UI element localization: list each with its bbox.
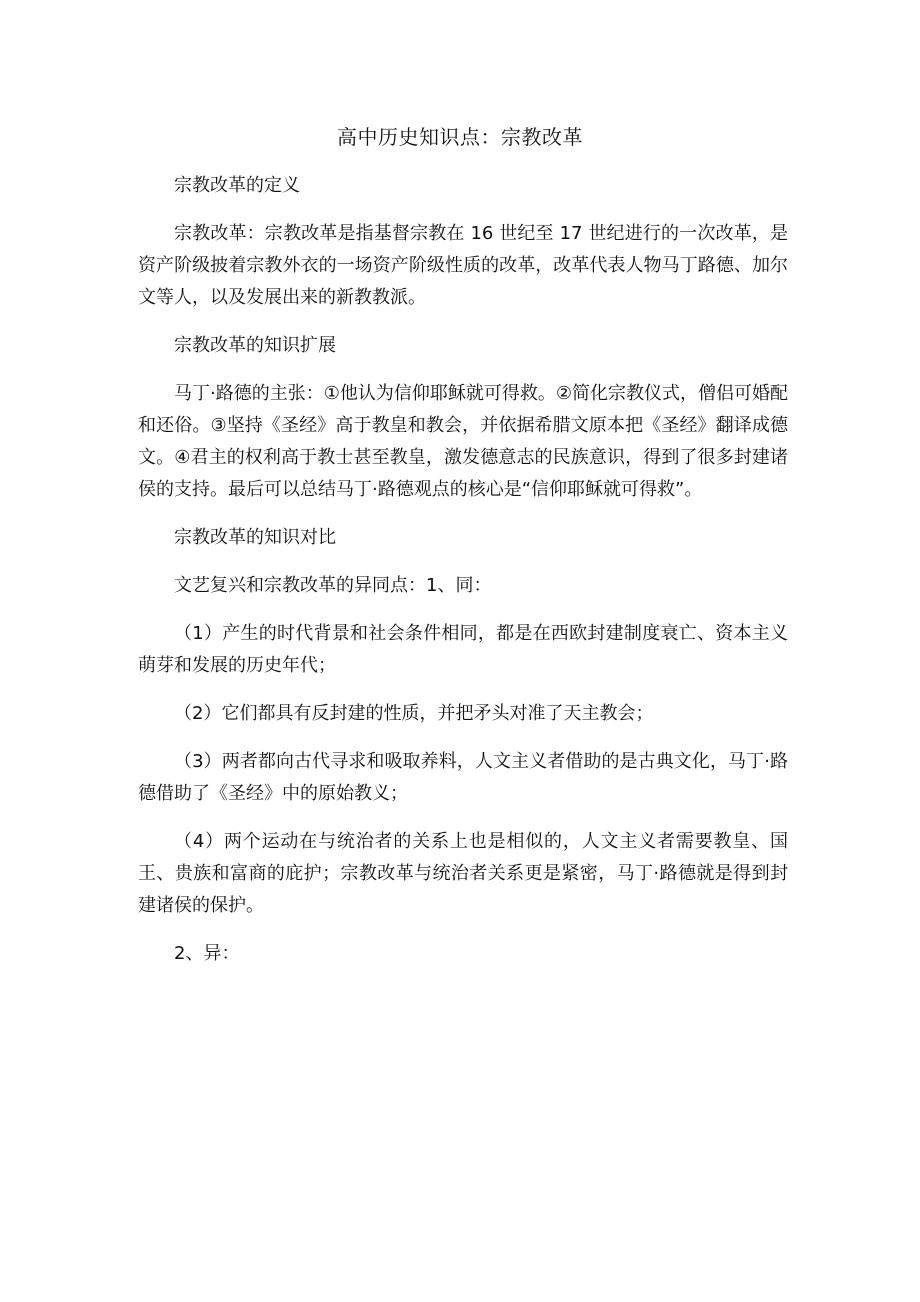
paragraph-comparison-intro: 文艺复兴和宗教改革的异同点：1、同： [174, 575, 492, 596]
section-heading-extension: 宗教改革的知识扩展 [174, 335, 336, 356]
section-heading-definition: 宗教改革的定义 [174, 175, 300, 196]
paragraph-definition: 宗教改革：宗教改革是指基督宗教在 16 世纪至 17 世纪进行的一次改革，是资产阶级披着宗教外衣的一场资产阶级性质的改革，改革代表人物马丁路德、加尔文等人，以及发展出来的新教教派。 [138, 223, 788, 308]
paragraph-difference-heading: 2、异： [174, 943, 240, 964]
document-body [138, 170, 788, 986]
paragraph-luther-views: 马丁·路德的主张：①他认为信仰耶稣就可得救。②简化宗教仪式，僧侣可婚配和还俗。③坚持《圣经》高于教皇和教会，并依据希腊文原本把《圣经》翻译成德文。④君主的权利高于教士甚至教皇，激发德意志的民族意识，得到了很多封建诸侯的支持。最后可以总结马丁·路德观点的核心是“信仰耶稣就可得救”。 [138, 383, 788, 500]
paragraph-similarity-2: （2）它们都具有反封建的性质，并把矛头对准了天主教会； [174, 703, 654, 724]
paragraph-similarity-4: （4）两个运动在与统治者的关系上也是相似的，人文主义者需要教皇、国王、贵族和富商的庇护；宗教改革与统治者关系更是紧密，马丁·路德就是得到封建诸侯的保护。 [138, 831, 788, 916]
paragraph-similarity-1: （1）产生的时代背景和社会条件相同，都是在西欧封建制度衰亡、资本主义萌芽和发展的历史年代； [138, 623, 788, 676]
paragraph-similarity-3: （3）两者都向古代寻求和吸取养料，人文主义者借助的是古典文化，马丁·路德借助了《圣经》中的原始教义； [138, 751, 788, 804]
section-heading-comparison: 宗教改革的知识对比 [174, 527, 336, 548]
document-title: 高中历史知识点：宗教改革 [337, 125, 583, 149]
